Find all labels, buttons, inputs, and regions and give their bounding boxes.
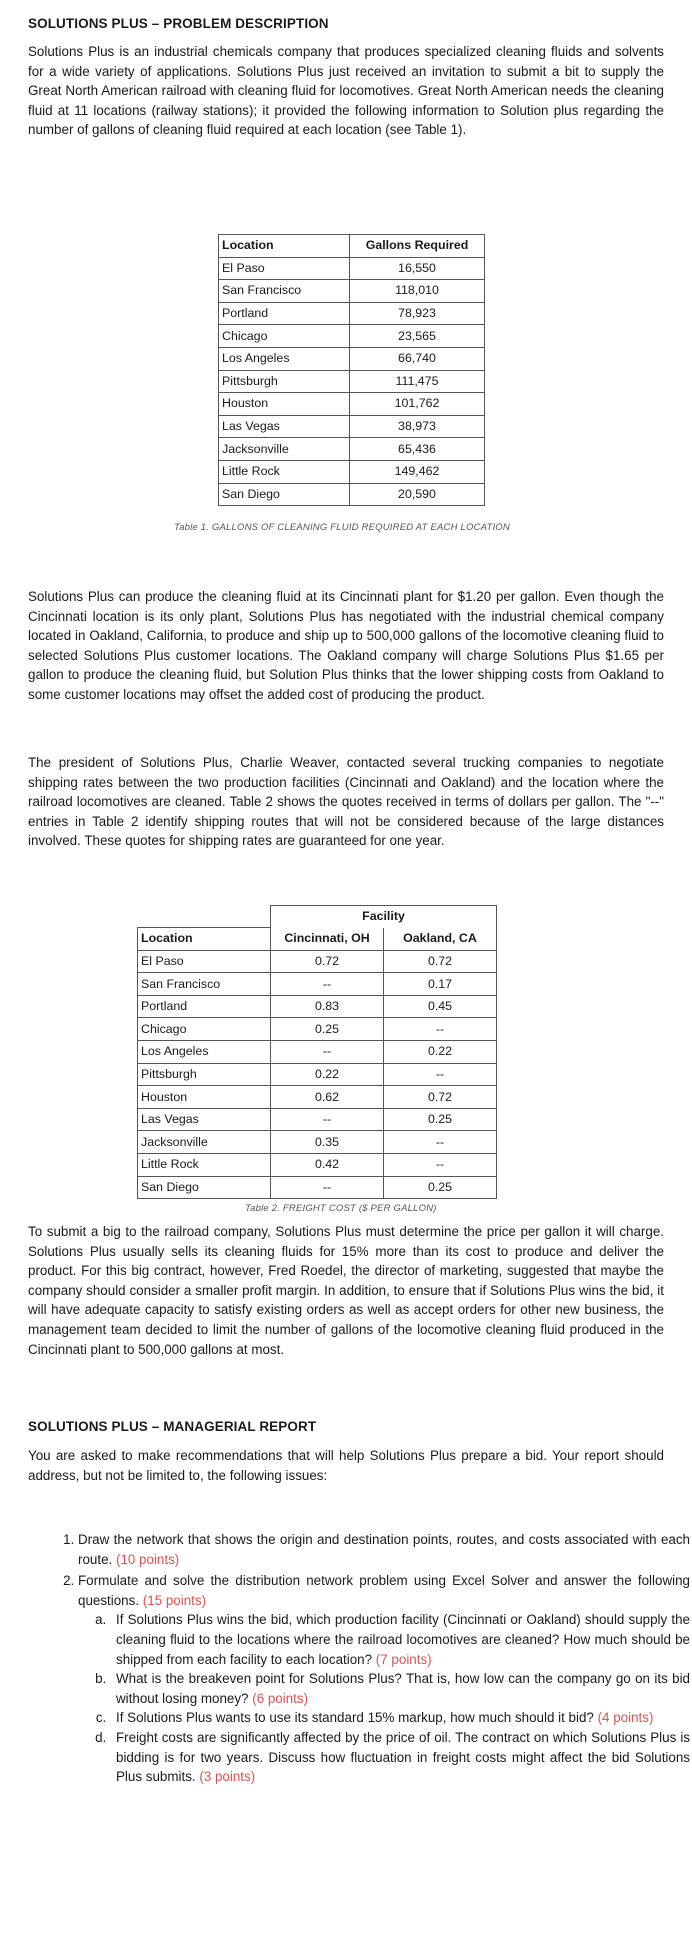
oakland-cost-cell: -- — [384, 1018, 497, 1041]
location-cell: Las Vegas — [138, 1108, 271, 1131]
subissues-list — [78, 1610, 690, 1786]
freight-cost-table — [137, 905, 497, 1199]
gallons-cell: 23,565 — [350, 325, 485, 348]
cincinnati-cost-cell: 0.25 — [271, 1018, 384, 1041]
location-cell: Chicago — [219, 325, 350, 348]
table-row — [219, 438, 485, 461]
table-row — [219, 393, 485, 416]
table-row — [138, 1154, 497, 1177]
problem-description-heading: SOLUTIONS PLUS – PROBLEM DESCRIPTION — [28, 16, 329, 31]
list-item — [110, 1728, 690, 1787]
gallons-table — [218, 234, 485, 506]
table-row — [219, 370, 485, 393]
oakland-cost-cell: 0.25 — [384, 1108, 497, 1131]
gallons-cell: 20,590 — [350, 483, 485, 506]
cincinnati-cost-cell: 0.22 — [271, 1063, 384, 1086]
pricing-text: To submit a big to the railroad company, Solutions Plus must determine the price per gallon it will charge. Solutions Plus usually sells its cleaning fluids for 15% more than its cost to produce and deliver the product. For this big contract, however, Fred Roedel, the director of marketing, suggested that maybe the company should consider a smaller profit margin. In addition, to ensure that if Solutions Plus wins the bid, it will have adequate capacity to satisfy existing orders as well as accept orders for other new business, the management team decided to limit the number of gallons of the locomotive cleaning fluid produced in the Cincinnati plant to 500,000 gallons at most. — [28, 1224, 664, 1357]
table-row — [219, 302, 485, 325]
gallons-table-header — [219, 235, 485, 258]
gallons-cell: 78,923 — [350, 302, 485, 325]
oakland-cost-cell: -- — [384, 1131, 497, 1154]
location-header: Location — [219, 235, 350, 258]
gallons-cell: 66,740 — [350, 347, 485, 370]
location-cell: Houston — [219, 393, 350, 416]
cincinnati-cost-cell: 0.72 — [271, 950, 384, 973]
points-label: (10 points) — [115, 1551, 180, 1567]
location-cell: San Francisco — [138, 973, 271, 996]
gallons-header: Gallons Required — [350, 235, 485, 258]
issues-list — [52, 1530, 690, 1789]
list-item — [110, 1669, 690, 1708]
location-cell: Chicago — [138, 1018, 271, 1041]
blank-header-cell — [138, 906, 271, 928]
points-label: (6 points) — [252, 1690, 309, 1706]
intro-text: Solutions Plus is an industrial chemicals company that produces specialized cleaning fluids and solvents for a wide variety of applications. Solutions Plus just received an invitation to submit a bit to supply the Great North American railroad with cleaning fluid for locomotives. Great North American needs the cleaning fluid at 11 locations (railway stations); it provided the following information to Solution plus regarding the number of gallons of cleaning fluid required at each location (see Table 1). — [28, 44, 664, 138]
oakland-cost-cell: 0.72 — [384, 950, 497, 973]
table-row — [138, 950, 497, 973]
issue-text: Draw the network that shows the origin and destination points, routes, and costs associated with each route. — [78, 1532, 690, 1567]
issue-text: Formulate and solve the distribution network problem using Excel Solver and answer the following questions. — [78, 1573, 690, 1608]
cincinnati-cost-cell: -- — [271, 1041, 384, 1064]
points-label: (7 points) — [375, 1651, 432, 1667]
table-row — [219, 325, 485, 348]
subissue-text: If Solutions Plus wants to use its standard 15% markup, how much should it bid? — [116, 1710, 594, 1726]
freight-table-header — [138, 928, 497, 951]
list-item — [78, 1571, 690, 1787]
location-cell: Portland — [219, 302, 350, 325]
oakland-cost-cell: 0.17 — [384, 973, 497, 996]
table-row — [138, 1041, 497, 1064]
cincinnati-cost-cell: 0.42 — [271, 1154, 384, 1177]
gallons-cell: 118,010 — [350, 280, 485, 303]
subissue-text: Freight costs are significantly affected by the price of oil. The contract on which Solutions Plus is bidding is for two years. Discuss how fluctuation in freight costs might affect the bid Solutions Plus submits. — [116, 1729, 690, 1785]
shipping-paragraph — [28, 753, 664, 851]
table-row — [138, 1108, 497, 1131]
table-row — [219, 347, 485, 370]
location-cell: Houston — [138, 1086, 271, 1109]
oakland-cost-cell: 0.22 — [384, 1041, 497, 1064]
cincinnati-cost-cell: 0.83 — [271, 995, 384, 1018]
list-item — [110, 1708, 690, 1728]
location-cell: Jacksonville — [138, 1131, 271, 1154]
list-item — [78, 1530, 690, 1569]
cincinnati-cost-cell: -- — [271, 1176, 384, 1199]
pricing-paragraph — [28, 1222, 664, 1359]
shipping-text: The president of Solutions Plus, Charlie Weaver, contacted several trucking companies to negotiate shipping rates between the two production facilities (Cincinnati and Oakland) and the location where the railroad locomotives are cleaned. Table 2 shows the quotes received in terms of dollars per gallon. The "--" entries in Table 2 identify shipping routes that will not be considered because of the large distances involved. These quotes for shipping rates are guaranteed for one year. — [28, 755, 664, 849]
table-row — [219, 483, 485, 506]
location-cell: Pittsburgh — [138, 1063, 271, 1086]
location-header: Location — [138, 928, 271, 951]
location-cell: Los Angeles — [219, 347, 350, 370]
oakland-cost-cell: 0.72 — [384, 1086, 497, 1109]
cincinnati-cost-cell: -- — [271, 1108, 384, 1131]
location-cell: San Francisco — [219, 280, 350, 303]
subissue-text: If Solutions Plus wins the bid, which production facility (Cincinnati or Oakland) should supply the cleaning fluid to the locations where the railroad locomotives are cleaned? How much should be shipped from each facility to each location? — [116, 1612, 690, 1667]
location-cell: Las Vegas — [219, 415, 350, 438]
location-cell: San Diego — [138, 1176, 271, 1199]
production-paragraph — [28, 587, 664, 705]
table-row — [138, 973, 497, 996]
intro-paragraph — [28, 42, 664, 140]
facility-group-header-row — [138, 906, 497, 928]
location-cell: Little Rock — [138, 1154, 271, 1177]
report-intro-text: You are asked to make recommendations that will help Solutions Plus prepare a bid. Your report should address, but not be limited to, the following issues: — [28, 1448, 664, 1483]
table-row — [219, 460, 485, 483]
table-row — [138, 1018, 497, 1041]
table-row — [138, 1086, 497, 1109]
report-intro-paragraph — [28, 1446, 664, 1485]
cincinnati-cost-cell: 0.62 — [271, 1086, 384, 1109]
table-row — [138, 995, 497, 1018]
oakland-cost-cell: -- — [384, 1063, 497, 1086]
table-row — [138, 1063, 497, 1086]
oakland-cost-cell: 0.25 — [384, 1176, 497, 1199]
oakland-header: Oakland, CA — [384, 928, 497, 951]
managerial-report-heading: SOLUTIONS PLUS – MANAGERIAL REPORT — [28, 1419, 317, 1434]
gallons-cell: 16,550 — [350, 257, 485, 280]
points-label: (3 points) — [199, 1769, 256, 1785]
location-cell: El Paso — [138, 950, 271, 973]
table-row — [138, 1131, 497, 1154]
table-row — [219, 257, 485, 280]
table-row — [219, 415, 485, 438]
location-cell: Little Rock — [219, 460, 350, 483]
table2-caption: Table 2. FREIGHT COST ($ PER GALLON) — [245, 1203, 437, 1214]
facility-group-header: Facility — [271, 906, 497, 928]
table-row — [138, 1176, 497, 1199]
subissue-text: What is the breakeven point for Solutions Plus? That is, how low can the company go on its bid without losing money? — [116, 1671, 690, 1706]
location-cell: Portland — [138, 995, 271, 1018]
location-cell: Jacksonville — [219, 438, 350, 461]
location-cell: El Paso — [219, 257, 350, 280]
location-cell: Pittsburgh — [219, 370, 350, 393]
list-item — [110, 1610, 690, 1669]
production-text: Solutions Plus can produce the cleaning fluid at its Cincinnati plant for $1.20 per gallon. Even though the Cincinnati location is its only plant, Solutions Plus has negotiated with the industrial chemical company located in Oakland, California, to produce and ship up to 500,000 gallons of the locomotive cleaning fluid to selected Solutions Plus customer locations. The Oakland company will charge Solutions Plus $1.65 per gallon to produce the cleaning fluid, but Solution Plus thinks that the lower shipping costs from Oakland to some customer locations may offset the added cost of producing the product. — [28, 589, 664, 702]
gallons-cell: 149,462 — [350, 460, 485, 483]
cincinnati-cost-cell: -- — [271, 973, 384, 996]
table-row — [219, 280, 485, 303]
points-label: (4 points) — [597, 1710, 654, 1726]
cincinnati-cost-cell: 0.35 — [271, 1131, 384, 1154]
oakland-cost-cell: -- — [384, 1154, 497, 1177]
table1-caption: Table 1. GALLONS OF CLEANING FLUID REQUIRED AT EACH LOCATION — [174, 522, 510, 533]
location-cell: Los Angeles — [138, 1041, 271, 1064]
gallons-cell: 101,762 — [350, 393, 485, 416]
gallons-cell: 38,973 — [350, 415, 485, 438]
location-cell: San Diego — [219, 483, 350, 506]
oakland-cost-cell: 0.45 — [384, 995, 497, 1018]
cincinnati-header: Cincinnati, OH — [271, 928, 384, 951]
points-label: (15 points) — [142, 1592, 207, 1608]
gallons-cell: 111,475 — [350, 370, 485, 393]
gallons-cell: 65,436 — [350, 438, 485, 461]
